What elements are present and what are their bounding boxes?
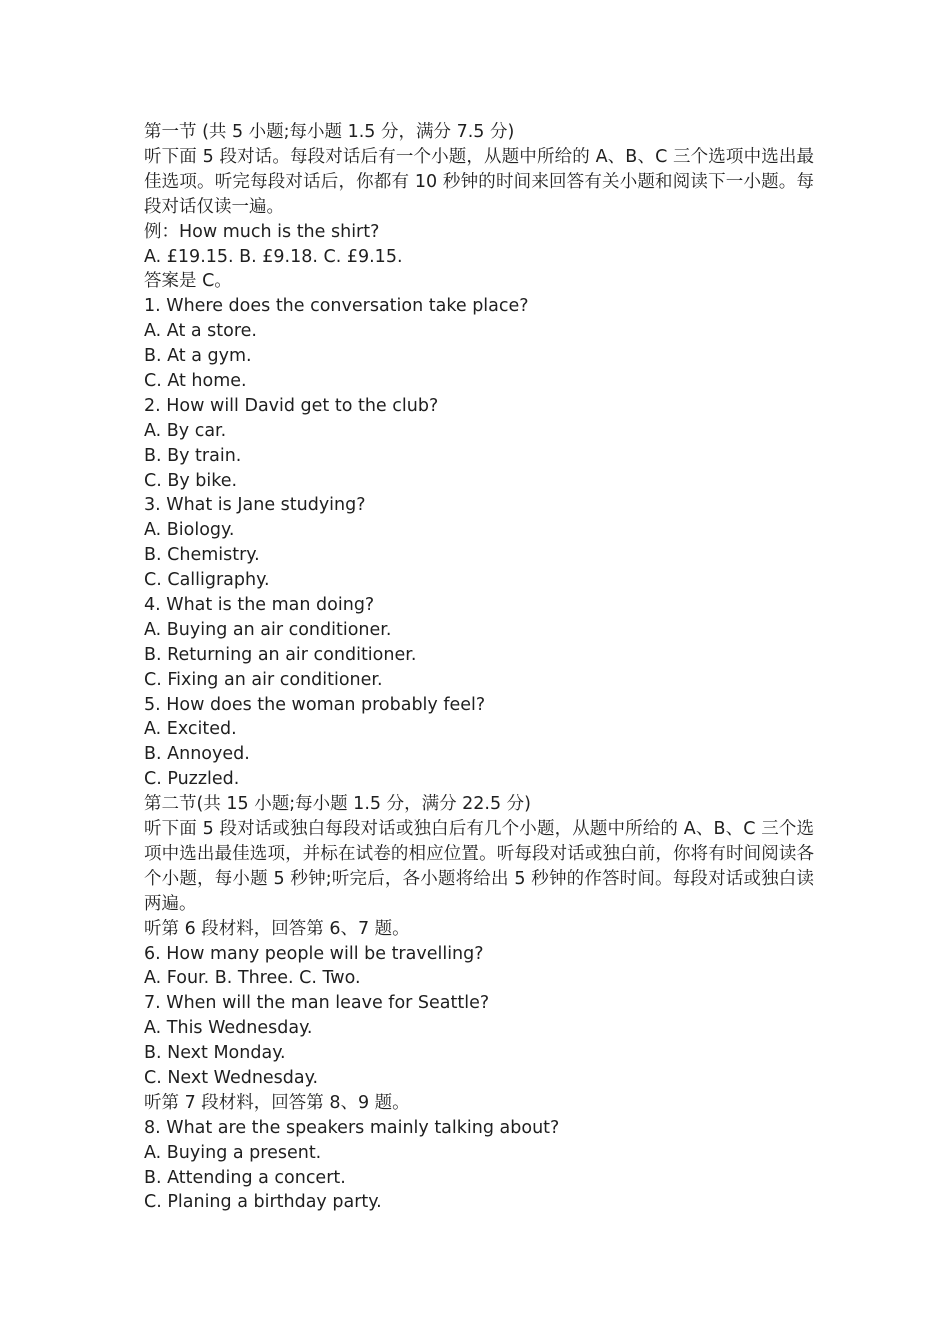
- question-5-option-b: B. Annoyed.: [144, 744, 250, 765]
- question-7-option-a: A. This Wednesday.: [144, 1018, 313, 1039]
- question-7-option-b: B. Next Monday.: [144, 1043, 286, 1064]
- material-6-note: 听第 6 段材料，回答第 6、7 题。: [144, 918, 410, 939]
- question-5-option-c: C. Puzzled.: [144, 769, 240, 790]
- question-2-option-c: C. By bike.: [144, 470, 238, 491]
- question-8-option-c: C. Planing a birthday party.: [144, 1192, 382, 1213]
- section2-instructions: 听下面 5 段对话或独白每段对话或独白后有几个小题，从题中所给的 A、B、C 三个选项中选出最佳选项，并标在试卷的相应位置。听每段对话或独白前，你将有时间阅读各个小题，每小题 5 秒钟;听完后，各小题将给出 5 秒钟的作答时间。每段对话或独白读两遍。: [144, 818, 814, 914]
- question-3-option-a: A. Biology.: [144, 520, 235, 541]
- section1-instructions: 听下面 5 段对话。每段对话后有一个小题，从题中所给的 A、B、C 三个选项中选出最佳选项。听完每段对话后，你都有 10 秒钟的时间来回答有关小题和阅读下一小题。每段对话仅读一遍。: [144, 146, 814, 217]
- example-question: 例：How much is the shirt?: [144, 221, 380, 242]
- example-answer: 答案是 C。: [144, 271, 232, 292]
- question-4: 4. What is the man doing?: [144, 594, 375, 615]
- question-4-option-a: A. Buying an air conditioner.: [144, 619, 392, 640]
- question-5: 5. How does the woman probably feel?: [144, 694, 486, 715]
- question-8: 8. What are the speakers mainly talking about?: [144, 1117, 560, 1138]
- question-3: 3. What is Jane studying?: [144, 495, 366, 516]
- question-1: 1. Where does the conversation take place?: [144, 296, 529, 317]
- question-2: 2. How will David get to the club?: [144, 395, 439, 416]
- question-4-option-b: B. Returning an air conditioner.: [144, 644, 417, 665]
- question-8-option-a: A. Buying a present.: [144, 1142, 322, 1163]
- example-options: A. £19.15. B. £9.18. C. £9.15.: [144, 246, 403, 267]
- question-6: 6. How many people will be travelling?: [144, 943, 484, 964]
- question-5-option-a: A. Excited.: [144, 719, 237, 740]
- question-3-option-c: C. Calligraphy.: [144, 570, 270, 591]
- question-1-option-c: C. At home.: [144, 370, 247, 391]
- question-1-option-a: A. At a store.: [144, 321, 257, 342]
- material-7-note: 听第 7 段材料，回答第 8、9 题。: [144, 1092, 410, 1113]
- question-6-options: A. Four. B. Three. C. Two.: [144, 968, 361, 989]
- section1-heading: 第一节 (共 5 小题;每小题 1.5 分，满分 7.5 分): [144, 122, 515, 142]
- section2-heading: 第二节(共 15 小题;每小题 1.5 分，满分 22.5 分): [144, 794, 531, 815]
- question-1-option-b: B. At a gym.: [144, 346, 252, 367]
- document-content: [144, 120, 814, 1215]
- question-2-option-a: A. By car.: [144, 420, 227, 441]
- question-4-option-c: C. Fixing an air conditioner.: [144, 669, 383, 690]
- question-7-option-c: C. Next Wednesday.: [144, 1067, 319, 1088]
- question-7: 7. When will the man leave for Seattle?: [144, 993, 490, 1014]
- question-3-option-b: B. Chemistry.: [144, 545, 260, 566]
- question-2-option-b: B. By train.: [144, 445, 242, 466]
- question-8-option-b: B. Attending a concert.: [144, 1167, 346, 1188]
